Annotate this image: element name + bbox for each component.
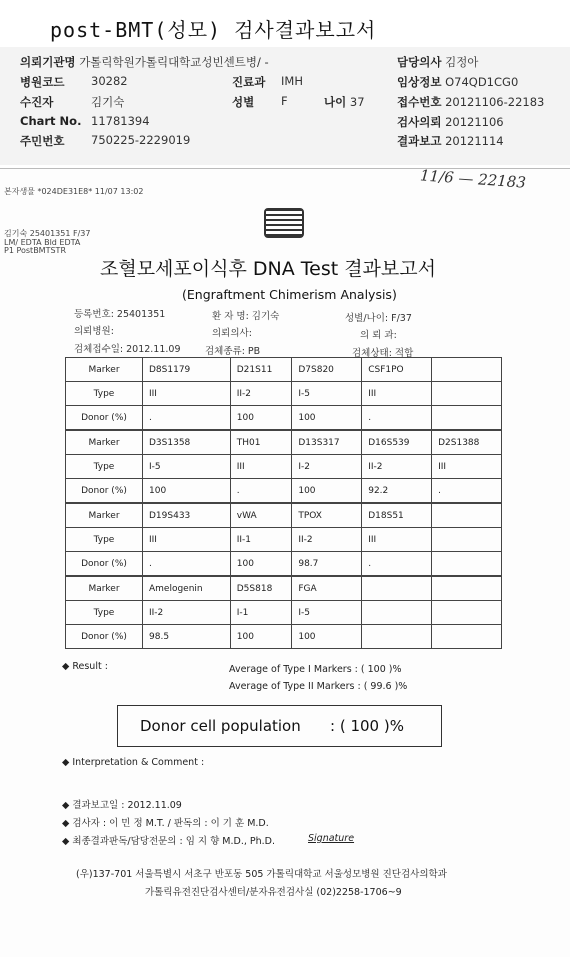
table-cell: 100 [292,479,362,503]
clinical-value: O74QD1CG0 [445,75,519,89]
table-row [66,406,502,430]
table-row [66,382,502,406]
donor-cell-value: : ( 100 )% [330,717,404,735]
english-report-title: (Engraftment Chimerism Analysis) [182,287,397,302]
average-type1: Average of Type I Markers : ( 100 )% [229,664,402,675]
req-hospital: 의뢰병원: [74,326,114,337]
signature: Signature [308,833,355,844]
address-line2: 가톨릭유전진단검사센터/분자유전검사실 (02)2258-1706~9 [145,887,402,898]
table-cell: III [230,455,292,479]
row-label: Type [66,455,143,479]
result-label: ◆ Result : [62,661,108,672]
sex-value: F [281,94,288,108]
dept-label: 진료과 [232,75,266,89]
table-cell: II-2 [292,528,362,552]
sample-label-line4: P1 PostBMTSTR [4,246,66,255]
table-cell: I-5 [292,601,362,625]
table-cell: D3S1358 [143,431,231,455]
row-label: Donor (%) [66,552,143,576]
table-cell: TPOX [292,504,362,528]
table-cell: D21S11 [230,358,292,382]
age-value: 37 [349,95,365,109]
inst-value: 가톨릭학원가톨릭대학교성빈센트병/ - [79,55,269,69]
table-cell: II-2 [362,455,432,479]
table-row [66,625,502,649]
address-line1: (우)137-701 서울특별시 서초구 반포동 505 가톨릭대학교 서울성모병원 진단검사의학과 [76,869,447,880]
table-cell: I-2 [292,455,362,479]
patient-label: 수진자 [20,95,54,109]
table-row [66,601,502,625]
table-cell: 92.2 [362,479,432,503]
table-cell: D5S818 [230,577,292,601]
report-label: 결과보고 [397,134,442,148]
req-doctor: 의뢰의사: [212,328,252,339]
table-cell: III [143,528,231,552]
hosp-code-label: 병원코드 [20,75,65,89]
table-cell: D18S51 [362,504,432,528]
row-label: Type [66,528,143,552]
table-cell: TH01 [230,431,292,455]
sample-label-line3: LM/ EDTA Bld EDTA [4,238,81,247]
table-row [66,577,502,601]
req-dept: 의 뢰 과: [360,330,397,341]
average-type2: Average of Type II Markers : ( 99.6 )% [229,681,408,692]
final-reviewer: ◆ 최종결과판독/담당전문의 : 임 지 향 M.D., Ph.D. [62,836,275,847]
table-row [66,528,502,552]
clinical-label: 임상정보 [397,75,442,89]
table-cell: D19S433 [143,504,231,528]
table-cell: D8S1179 [143,358,231,382]
table-cell: . [143,552,231,576]
interpretation-label: ◆ Interpretation & Comment : [62,757,205,768]
table-cell: 100 [143,479,231,503]
table-cell: II-2 [143,601,231,625]
patient-value: 김기숙 [91,95,125,109]
table-cell [432,358,502,382]
sex-age: 성별/나이: F/37 [345,313,412,324]
table-cell: III [362,382,432,406]
doctor-value: 김정아 [445,55,479,69]
report-date: ◆ 결과보고일 : 2012.11.09 [62,800,182,811]
table-cell: II-2 [230,382,292,406]
table-row [66,455,502,479]
table-cell: 98.7 [292,552,362,576]
table-cell [432,625,502,649]
donor-cell-label: Donor cell population [140,717,301,735]
doctor-label: 담당의사 [397,55,442,69]
sample-type: 검체종류: PB [205,346,261,357]
row-label: Donor (%) [66,479,143,503]
reception-value: 20121106-22183 [445,95,545,109]
table-cell [432,406,502,430]
table-row [66,431,502,455]
table-cell: 100 [292,625,362,649]
korean-report-title: 조혈모세포이식후 DNA Test 결과보고서 [100,258,436,280]
table-cell [432,552,502,576]
table-cell: . [362,406,432,430]
sample-label-line2: 김기숙 25401351 F/37 [4,229,91,238]
table-cell: III [362,528,432,552]
request-value: 20121106 [445,115,504,129]
table-cell: D2S1388 [432,431,502,455]
report-value: 20121114 [445,134,504,148]
table-cell: I-5 [143,455,231,479]
donor-cell-box [117,705,442,747]
row-label: Marker [66,577,143,601]
table-cell: . [143,406,231,430]
table-cell: FGA [292,577,362,601]
table-cell [432,577,502,601]
row-label: Donor (%) [66,625,143,649]
table-cell [362,625,432,649]
table-cell: 100 [292,406,362,430]
examiner: ◆ 검사자 : 이 민 정 M.T. / 판독의 : 이 기 훈 M.D. [62,818,269,829]
table-cell: vWA [230,504,292,528]
table-cell [432,504,502,528]
table-cell: 100 [230,552,292,576]
id-value: 750225-2229019 [91,133,191,147]
row-label: Type [66,601,143,625]
table-cell: III [432,455,502,479]
table-cell: 100 [230,406,292,430]
reg-no: 등록번호: 25401351 [74,309,166,320]
hosp-code-value: 30282 [91,74,128,88]
table-cell: D13S317 [292,431,362,455]
table-cell: 100 [230,625,292,649]
table-cell: CSF1PO [362,358,432,382]
table-row [66,504,502,528]
row-label: Donor (%) [66,406,143,430]
table-cell [432,601,502,625]
table-cell: . [432,479,502,503]
row-label: Marker [66,504,143,528]
chart-label: Chart No. [20,114,82,128]
sample-label-line1: 본자생물 *024DE31E8* 11/07 13:02 [4,187,144,196]
inst-label: 의뢰기관명 [20,55,76,69]
row-label: Type [66,382,143,406]
reception-label: 접수번호 [397,95,442,109]
row-label: Marker [66,431,143,455]
sex-label: 성별 [232,95,255,109]
dept-value: IMH [281,74,303,88]
chart-value: 11781394 [91,114,150,128]
row-label: Marker [66,358,143,382]
table-row [66,552,502,576]
table-cell: 98.5 [143,625,231,649]
handwritten-note: 11/6 — 22183 [419,166,527,192]
table-cell: I-5 [292,382,362,406]
table-cell: III [143,382,231,406]
hospital-logo [264,208,304,238]
sample-date: 검체접수일: 2012.11.09 [74,344,181,355]
id-label: 주민번호 [20,134,65,148]
table-cell: I-1 [230,601,292,625]
chimerism-table [65,357,502,649]
table-cell: . [362,552,432,576]
table-cell [432,528,502,552]
table-cell: Amelogenin [143,577,231,601]
request-label: 검사의뢰 [397,115,442,129]
table-cell: D16S539 [362,431,432,455]
table-cell: II-1 [230,528,292,552]
table-row [66,479,502,503]
table-cell [432,382,502,406]
table-cell [362,577,432,601]
table-row [66,358,502,382]
table-cell [362,601,432,625]
patient-name: 환 자 명: 김기숙 [212,311,280,322]
age-label: 나이 [324,95,347,109]
report-header [0,47,570,165]
page-title: post-BMT(성모) 검사결과보고서 [50,18,377,42]
sample-status: 검체상태: 적합 [352,348,414,359]
table-cell: . [230,479,292,503]
table-cell: D7S820 [292,358,362,382]
